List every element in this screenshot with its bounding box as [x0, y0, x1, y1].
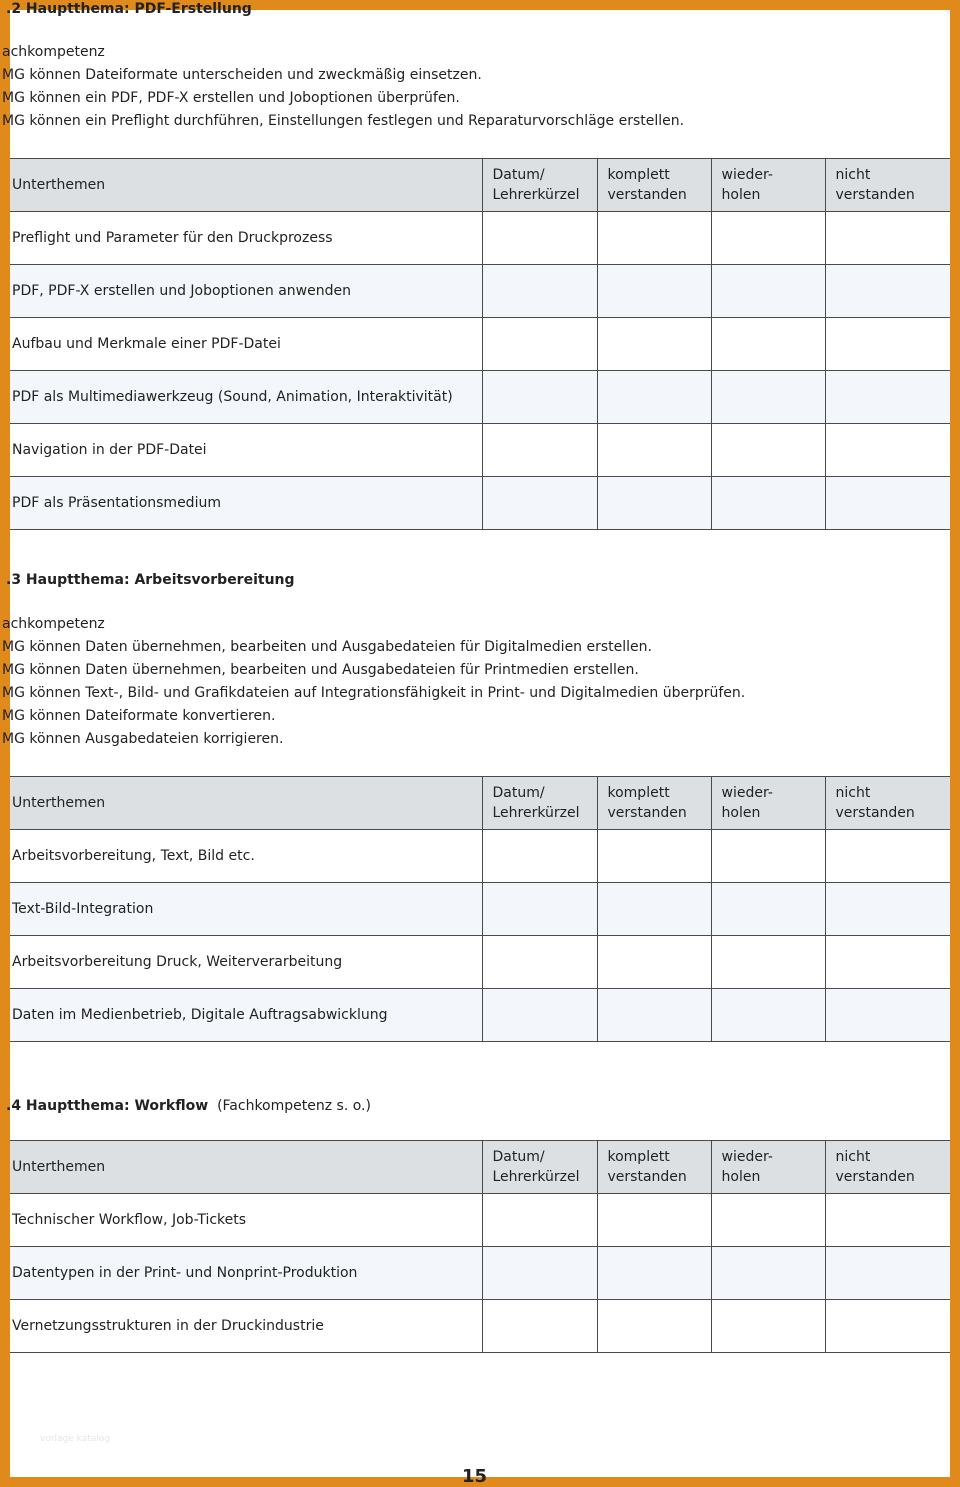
datum-cell[interactable]: [482, 1247, 597, 1300]
wiederholen-cell[interactable]: [711, 477, 825, 530]
datum-cell[interactable]: [482, 883, 597, 936]
komplett-cell[interactable]: [597, 1194, 711, 1247]
nicht-cell[interactable]: [825, 1300, 950, 1353]
datum-cell[interactable]: [482, 936, 597, 989]
nicht-cell[interactable]: [825, 830, 950, 883]
competence-line: MG können Dateiformate konvertieren.: [2, 708, 276, 724]
datum-cell[interactable]: [482, 212, 597, 265]
komplett-cell[interactable]: [597, 936, 711, 989]
watermark: vorlage katalog: [40, 1434, 110, 1444]
row-topic: Arbeitsvorbereitung, Text, Bild etc.: [10, 830, 482, 883]
wiederholen-cell[interactable]: [711, 883, 825, 936]
datum-cell[interactable]: [482, 1300, 597, 1353]
datum-cell[interactable]: [482, 477, 597, 530]
table-row: [10, 989, 950, 1042]
datum-cell[interactable]: [482, 1194, 597, 1247]
header-komplett: komplett verstanden: [597, 777, 711, 830]
wiederholen-cell[interactable]: [711, 989, 825, 1042]
nicht-cell[interactable]: [825, 265, 950, 318]
komplett-cell[interactable]: [597, 212, 711, 265]
header-datum: Datum/ Lehrerkürzel: [482, 777, 597, 830]
nicht-cell[interactable]: [825, 371, 950, 424]
wiederholen-cell[interactable]: [711, 936, 825, 989]
nicht-cell[interactable]: [825, 1194, 950, 1247]
header-wiederholen: wieder- holen: [711, 159, 825, 212]
wiederholen-cell[interactable]: [711, 371, 825, 424]
komplett-cell[interactable]: [597, 1300, 711, 1353]
row-topic: Preflight und Parameter für den Druckprozess: [10, 212, 482, 265]
row-topic: Arbeitsvorbereitung Druck, Weiterverarbeitung: [10, 936, 482, 989]
row-topic: Aufbau und Merkmale einer PDF-Datei: [10, 318, 482, 371]
nicht-cell[interactable]: [825, 936, 950, 989]
datum-cell[interactable]: [482, 371, 597, 424]
table-pdf: [10, 158, 950, 530]
page-number: 15: [462, 1466, 488, 1487]
header-komplett: komplett verstanden: [597, 159, 711, 212]
table-row: [10, 1300, 950, 1353]
header-nicht: nicht verstanden: [825, 777, 950, 830]
table-arbeitsvorbereitung: [10, 776, 950, 1042]
datum-cell[interactable]: [482, 989, 597, 1042]
header-unterthemen: Unterthemen: [10, 777, 482, 830]
header-wiederholen: wieder- holen: [711, 777, 825, 830]
wiederholen-cell[interactable]: [711, 212, 825, 265]
komplett-cell[interactable]: [597, 477, 711, 530]
wiederholen-cell[interactable]: [711, 1194, 825, 1247]
section-heading-arbeitsvorbereitung: .3 Hauptthema: Arbeitsvorbereitung: [6, 572, 295, 588]
heading-note: (Fachkompetenz s. o.): [217, 1098, 371, 1114]
header-nicht: nicht verstanden: [825, 159, 950, 212]
row-topic: Technischer Workflow, Job-Tickets: [10, 1194, 482, 1247]
section-heading-pdf: .2 Hauptthema: PDF-Erstellung: [6, 1, 252, 17]
competence-line: MG können ein PDF, PDF-X erstellen und Joboptionen überprüfen.: [2, 90, 460, 106]
document-page: [2, 1, 950, 1487]
table-row: [10, 265, 950, 318]
datum-cell[interactable]: [482, 265, 597, 318]
row-topic: PDF als Multimediawerkzeug (Sound, Animation, Interaktivität): [10, 371, 482, 424]
competence-title: achkompetenz: [2, 44, 105, 60]
header-komplett: komplett verstanden: [597, 1141, 711, 1194]
row-topic: PDF, PDF-X erstellen und Joboptionen anwenden: [10, 265, 482, 318]
datum-cell[interactable]: [482, 318, 597, 371]
row-topic: Datentypen in der Print- und Nonprint-Produktion: [10, 1247, 482, 1300]
nicht-cell[interactable]: [825, 883, 950, 936]
table-row: [10, 477, 950, 530]
header-nicht: nicht verstanden: [825, 1141, 950, 1194]
table-header-row: [10, 159, 950, 212]
komplett-cell[interactable]: [597, 265, 711, 318]
competence-line: MG können Dateiformate unterscheiden und zweckmäßig einsetzen.: [2, 67, 482, 83]
header-datum: Datum/ Lehrerkürzel: [482, 159, 597, 212]
nicht-cell[interactable]: [825, 989, 950, 1042]
table-row: [10, 318, 950, 371]
komplett-cell[interactable]: [597, 424, 711, 477]
table-workflow: [10, 1140, 950, 1353]
table-row: [10, 371, 950, 424]
table-header-row: [10, 777, 950, 830]
datum-cell[interactable]: [482, 830, 597, 883]
header-unterthemen: Unterthemen: [10, 1141, 482, 1194]
datum-cell[interactable]: [482, 424, 597, 477]
komplett-cell[interactable]: [597, 989, 711, 1042]
komplett-cell[interactable]: [597, 883, 711, 936]
section-heading-workflow: .4 Hauptthema: Workflow (Fachkompetenz s. o.): [6, 1098, 371, 1114]
komplett-cell[interactable]: [597, 1247, 711, 1300]
table-row: [10, 830, 950, 883]
competence-line: MG können ein Preflight durchführen, Einstellungen festlegen und Reparaturvorschläge erstellen.: [2, 113, 685, 129]
table-row: [10, 212, 950, 265]
table-row: [10, 936, 950, 989]
row-topic: PDF als Präsentationsmedium: [10, 477, 482, 530]
wiederholen-cell[interactable]: [711, 830, 825, 883]
komplett-cell[interactable]: [597, 830, 711, 883]
table-header-row: [10, 1141, 950, 1194]
header-unterthemen: Unterthemen: [10, 159, 482, 212]
competence-line: MG können Daten übernehmen, bearbeiten und Ausgabedateien für Digitalmedien erstellen.: [2, 639, 652, 655]
competence-line: MG können Daten übernehmen, bearbeiten und Ausgabedateien für Printmedien erstellen.: [2, 662, 639, 678]
table-row: [10, 424, 950, 477]
competence-block-pdf: [2, 41, 684, 133]
nicht-cell[interactable]: [825, 318, 950, 371]
komplett-cell[interactable]: [597, 318, 711, 371]
row-topic: Vernetzungsstrukturen in der Druckindustrie: [10, 1300, 482, 1353]
wiederholen-cell[interactable]: [711, 318, 825, 371]
wiederholen-cell[interactable]: [711, 1247, 825, 1300]
table-row: [10, 883, 950, 936]
header-datum: Datum/ Lehrerkürzel: [482, 1141, 597, 1194]
competence-line: MG können Text-, Bild- und Grafikdateien auf Integrationsfähigkeit in Print- und Digitalmedien überprüfen.: [2, 685, 746, 701]
row-topic: Text-Bild-Integration: [10, 883, 482, 936]
komplett-cell[interactable]: [597, 371, 711, 424]
competence-block-arbeitsvorbereitung: [2, 613, 745, 751]
wiederholen-cell[interactable]: [711, 265, 825, 318]
wiederholen-cell[interactable]: [711, 1300, 825, 1353]
row-topic: Daten im Medienbetrieb, Digitale Auftragsabwicklung: [10, 989, 482, 1042]
nicht-cell[interactable]: [825, 477, 950, 530]
nicht-cell[interactable]: [825, 212, 950, 265]
header-wiederholen: wieder- holen: [711, 1141, 825, 1194]
wiederholen-cell[interactable]: [711, 424, 825, 477]
row-topic: Navigation in der PDF-Datei: [10, 424, 482, 477]
nicht-cell[interactable]: [825, 1247, 950, 1300]
competence-line: MG können Ausgabedateien korrigieren.: [2, 731, 284, 747]
competence-title: achkompetenz: [2, 616, 105, 632]
table-row: [10, 1247, 950, 1300]
nicht-cell[interactable]: [825, 424, 950, 477]
table-row: [10, 1194, 950, 1247]
